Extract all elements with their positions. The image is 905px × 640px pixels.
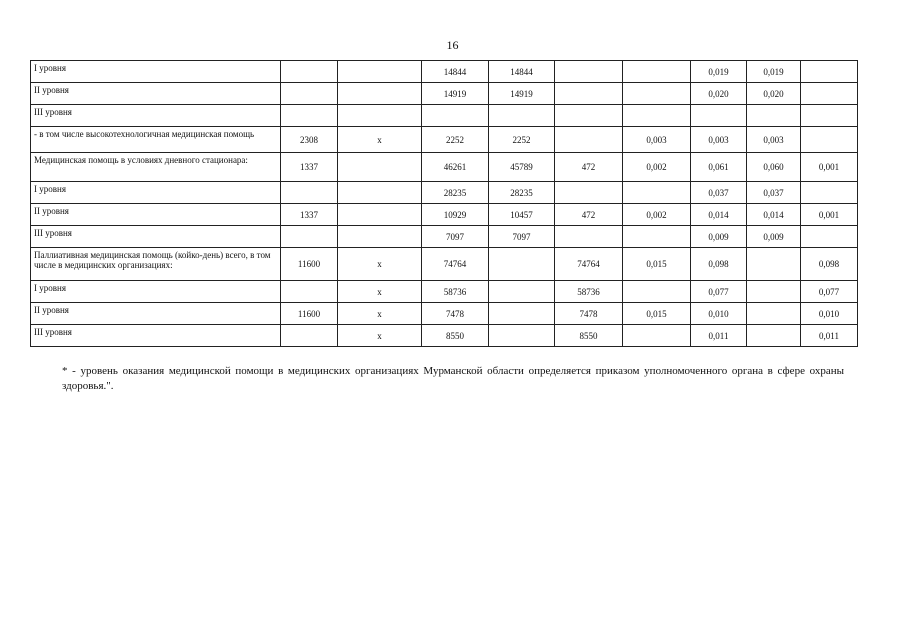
table-cell: 2308 (281, 127, 338, 153)
table-cell (338, 83, 422, 105)
table-cell: х (338, 303, 422, 325)
table-cell: 11600 (281, 303, 338, 325)
table-cell: 46261 (422, 153, 489, 182)
table-cell: 28235 (422, 182, 489, 204)
table-cell (747, 325, 801, 347)
table-cell (747, 281, 801, 303)
table-cell (801, 105, 858, 127)
table-cell (281, 281, 338, 303)
table-cell (801, 61, 858, 83)
table-cell (281, 182, 338, 204)
table-cell: 0,015 (623, 248, 691, 281)
row-label: II уровня (31, 83, 281, 105)
table-cell (281, 83, 338, 105)
table-cell: 0,019 (747, 61, 801, 83)
row-label: Паллиативная медицинская помощь (койко-день) всего, в том числе в медицинских организациях: (31, 248, 281, 281)
table-row (31, 83, 858, 105)
table-cell (489, 303, 555, 325)
table-row (31, 325, 858, 347)
table-cell: 0,011 (801, 325, 858, 347)
table-row (31, 281, 858, 303)
table-cell (338, 61, 422, 83)
table-cell: 7097 (422, 226, 489, 248)
table-row (31, 105, 858, 127)
table-cell (801, 83, 858, 105)
table-cell: 0,037 (747, 182, 801, 204)
table-cell: 0,060 (747, 153, 801, 182)
row-label: I уровня (31, 182, 281, 204)
table-cell: 10457 (489, 204, 555, 226)
table-row (31, 248, 858, 281)
table-cell: 0,061 (691, 153, 747, 182)
table-cell: 58736 (422, 281, 489, 303)
row-label: III уровня (31, 105, 281, 127)
row-label: III уровня (31, 226, 281, 248)
table-cell: 7478 (555, 303, 623, 325)
table-cell (623, 83, 691, 105)
table-cell (747, 248, 801, 281)
table-cell (489, 281, 555, 303)
table-row (31, 127, 858, 153)
table-cell: 0,098 (801, 248, 858, 281)
table-cell: 0,009 (691, 226, 747, 248)
table-cell: 28235 (489, 182, 555, 204)
table-cell (489, 325, 555, 347)
table-cell: 45789 (489, 153, 555, 182)
table-cell: 1337 (281, 204, 338, 226)
table-cell (623, 105, 691, 127)
table-cell: 7478 (422, 303, 489, 325)
table-cell: 8550 (422, 325, 489, 347)
table-cell: 472 (555, 204, 623, 226)
table-cell (281, 226, 338, 248)
table-cell: 0,001 (801, 204, 858, 226)
table-row (31, 226, 858, 248)
table-cell: 74764 (422, 248, 489, 281)
table-cell (623, 325, 691, 347)
table-cell (281, 325, 338, 347)
table-cell (623, 281, 691, 303)
table-cell: 0,020 (691, 83, 747, 105)
table-cell: 0,098 (691, 248, 747, 281)
table-cell: 0,077 (691, 281, 747, 303)
table-cell (338, 182, 422, 204)
table-cell: 11600 (281, 248, 338, 281)
table-cell: 0,002 (623, 204, 691, 226)
table-cell (555, 127, 623, 153)
table-cell (801, 226, 858, 248)
page-number: 16 (446, 38, 459, 52)
table-cell: х (338, 248, 422, 281)
table-cell: 0,010 (801, 303, 858, 325)
table-cell (338, 153, 422, 182)
table-cell (623, 182, 691, 204)
table-cell (801, 127, 858, 153)
table-cell: х (338, 127, 422, 153)
table-cell: 8550 (555, 325, 623, 347)
table-cell: 0,015 (623, 303, 691, 325)
table-row (31, 303, 858, 325)
table-cell: 0,020 (747, 83, 801, 105)
table-cell: 7097 (489, 226, 555, 248)
table-cell (555, 182, 623, 204)
table-row (31, 182, 858, 204)
table-cell (623, 61, 691, 83)
row-label: I уровня (31, 281, 281, 303)
table-cell (281, 61, 338, 83)
table-cell: 14919 (489, 83, 555, 105)
table-cell (623, 226, 691, 248)
table-cell: 0,037 (691, 182, 747, 204)
table-cell: х (338, 325, 422, 347)
table-cell: 0,003 (691, 127, 747, 153)
table-cell: 0,014 (691, 204, 747, 226)
table-cell (338, 204, 422, 226)
table-cell (555, 83, 623, 105)
table-cell (801, 182, 858, 204)
row-label: III уровня (31, 325, 281, 347)
table-cell (747, 105, 801, 127)
table-cell (281, 105, 338, 127)
table-cell: 0,010 (691, 303, 747, 325)
table-cell: 0,019 (691, 61, 747, 83)
table-cell (747, 303, 801, 325)
table-cell (691, 105, 747, 127)
table-cell: 0,001 (801, 153, 858, 182)
table-cell: 0,003 (623, 127, 691, 153)
table-cell (555, 226, 623, 248)
table-row (31, 153, 858, 182)
table-cell: 0,014 (747, 204, 801, 226)
table-cell: 0,077 (801, 281, 858, 303)
row-label: Медицинская помощь в условиях дневного стационара: (31, 153, 281, 182)
table-row (31, 204, 858, 226)
footnote: * - уровень оказания медицинской помощи в медицинских организациях Мурманской области определяется приказом уполномоченного органа в сфере охраны здоровья.". (62, 365, 844, 392)
table-cell: 74764 (555, 248, 623, 281)
row-label: I уровня (31, 61, 281, 83)
table-cell (555, 61, 623, 83)
table-cell: 1337 (281, 153, 338, 182)
table-cell: 58736 (555, 281, 623, 303)
table-cell: 0,003 (747, 127, 801, 153)
table-cell (338, 105, 422, 127)
table-row (31, 61, 858, 83)
row-label: II уровня (31, 204, 281, 226)
table-cell: 472 (555, 153, 623, 182)
table-cell: 0,002 (623, 153, 691, 182)
table-cell: х (338, 281, 422, 303)
table-cell (422, 105, 489, 127)
table-cell (338, 226, 422, 248)
table-cell (555, 105, 623, 127)
table-cell: 2252 (422, 127, 489, 153)
table-cell: 14844 (489, 61, 555, 83)
table-cell: 0,009 (747, 226, 801, 248)
table-cell (489, 248, 555, 281)
table-cell: 14844 (422, 61, 489, 83)
table-cell: 14919 (422, 83, 489, 105)
table-cell (489, 105, 555, 127)
table-cell: 10929 (422, 204, 489, 226)
table-cell: 0,011 (691, 325, 747, 347)
table-cell: 2252 (489, 127, 555, 153)
medical-care-table (30, 60, 858, 347)
row-label: II уровня (31, 303, 281, 325)
row-label: - в том числе высокотехнологичная медицинская помощь (31, 127, 281, 153)
